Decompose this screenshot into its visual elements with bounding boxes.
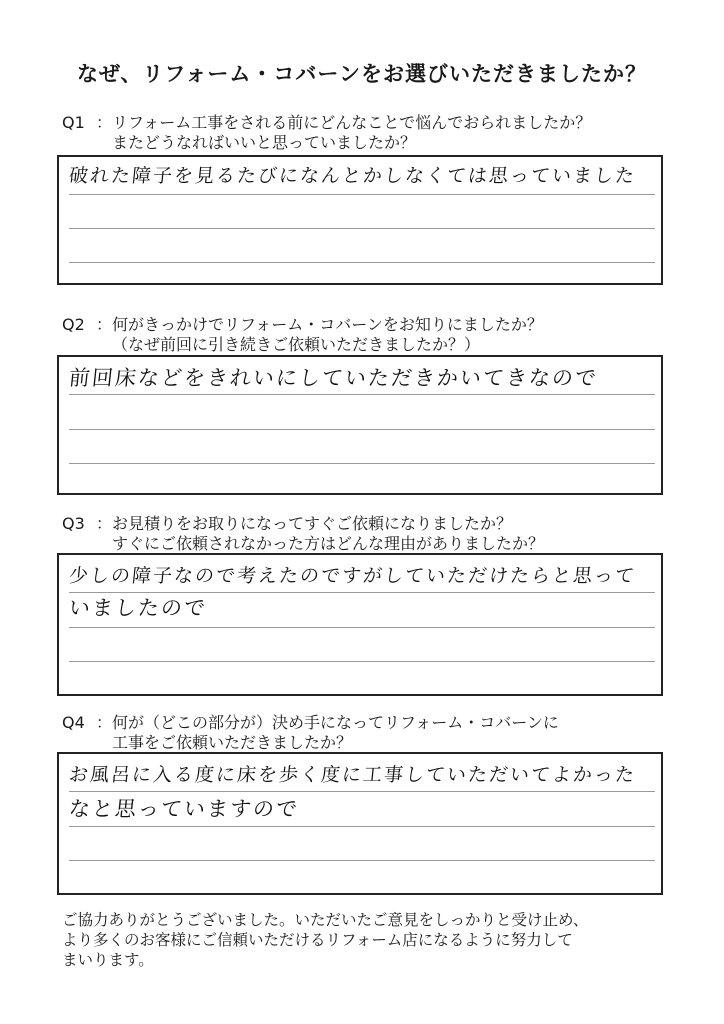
handwritten-answer-line-1: 破れた障子を見るたびになんとかしなくては思っていました: [67, 165, 638, 187]
handwritten-answer-line-1: 前回床などをきれいにしていただきかいてきなので: [67, 366, 600, 390]
answer-rule: [69, 228, 655, 229]
question-number: Q4: [62, 713, 85, 732]
answer-rule: [69, 627, 655, 628]
question-1: [62, 113, 591, 153]
handwritten-answer-line-2: なと思っていますので: [67, 797, 301, 821]
answer-rule: [69, 592, 655, 593]
answer-rule: [69, 194, 655, 195]
question-number: Q3: [62, 514, 85, 533]
answer-rule: [69, 860, 655, 861]
question-separator: ：: [96, 113, 113, 132]
answer-box-1: [57, 155, 663, 285]
question-number: Q2: [62, 315, 85, 334]
closing-line-1: ご協力ありがとうございました。いただいたご意見をしっかりと受け止め、: [62, 911, 589, 929]
closing-message: [62, 910, 662, 970]
question-number: Q1: [62, 113, 85, 132]
question-text-line-1: リフォーム工事をされる前にどんなことで悩んでおられましたか？: [112, 113, 592, 132]
question-text-line-2: またどうなればいいと思っていましたか？: [112, 133, 417, 152]
answer-rule: [69, 791, 655, 792]
question-text-line-1: お見積りをお取りになってすぐご依頼になりましたか？: [112, 514, 513, 533]
question-text-line-2: すぐにご依頼されなかった方はどんな理由がありましたか？: [112, 534, 545, 553]
closing-line-3: まいります。: [62, 951, 154, 969]
handwritten-answer-line-1: お風呂に入る度に床を歩く度に工事していただいてよかった: [67, 764, 638, 786]
question-text-line-1: 何が（どこの部分が）決め手になってリフォーム・コバーンに: [112, 713, 559, 732]
question-separator: ：: [96, 713, 113, 732]
page-title: なぜ、リフォーム・コバーンをお選びいただきましたか？: [77, 62, 647, 86]
answer-box-4: [57, 752, 663, 895]
answer-rule: [69, 661, 655, 662]
question-separator: ：: [96, 315, 113, 334]
question-3: [62, 514, 544, 554]
closing-line-2: より多くのお客様にご信頼いただけるリフォーム店になるように努力して: [62, 931, 573, 949]
question-2: [62, 315, 543, 355]
question-separator: ：: [96, 514, 113, 533]
question-text-line-2: 工事をご依頼いただきましたか？: [112, 733, 353, 752]
answer-box-2: [57, 355, 663, 495]
question-4: [62, 713, 559, 753]
handwritten-answer-line-1: 少しの障子なので考えたのですがしていただけたらと思って: [67, 565, 638, 587]
question-text-line-2: （なぜ前回に引き続きご依頼いただきましたか？）: [112, 335, 481, 354]
answer-rule: [69, 394, 655, 395]
answer-rule: [69, 262, 655, 263]
answer-rule: [69, 826, 655, 827]
answer-rule: [69, 463, 655, 464]
question-text-line-1: 何がきっかけでリフォーム・コバーンをお知りにましたか？: [112, 315, 543, 334]
answer-box-3: [57, 553, 663, 696]
handwritten-answer-line-2: いましたので: [67, 596, 209, 620]
answer-rule: [69, 429, 655, 430]
